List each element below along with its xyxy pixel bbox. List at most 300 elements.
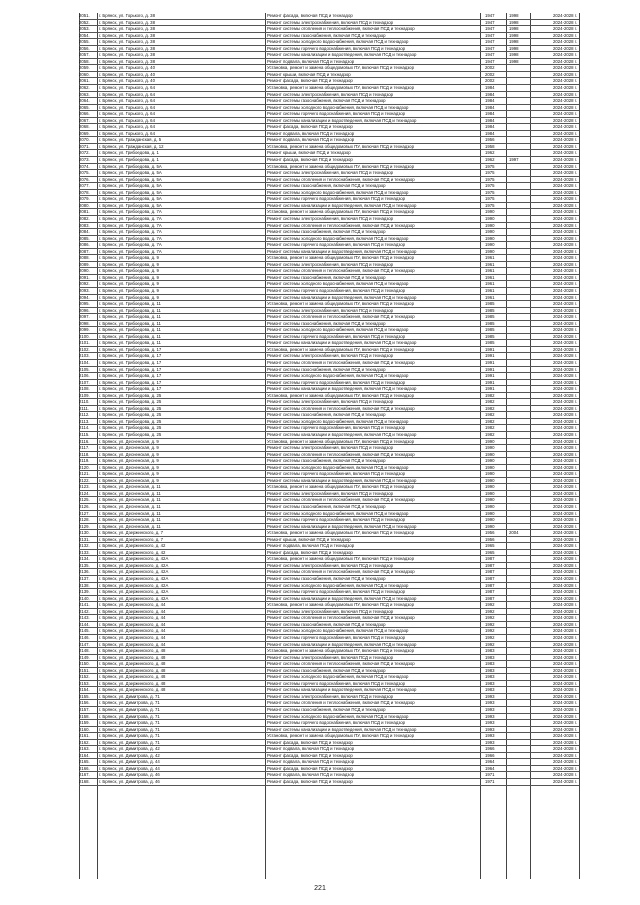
address: г. Брянск, ул. Грибоедова, д. 5А: [99, 196, 162, 202]
planned-period: 2024-2028 г.: [553, 45, 577, 51]
work-type: Ремонт системы электроснабжения, включая ПСД и технадзор: [267, 608, 394, 614]
planned-period: 2024-2028 г.: [553, 687, 577, 693]
row-number: 2092.: [79, 281, 90, 287]
planned-period: 2024-2028 г.: [553, 582, 577, 588]
address: г. Брянск, ул. Грибоедова, д. 25: [99, 418, 162, 424]
build-year: 1990: [485, 517, 495, 523]
address: г. Брянск, ул. Дзержинского, д. 48: [99, 687, 166, 693]
work-type: Ремонт подвала, включая ПСД и технадзор: [267, 137, 355, 143]
row-number: 2067.: [79, 117, 90, 123]
planned-period: 2024-2028 г.: [553, 189, 577, 195]
address: г. Брянск, ул. Горького, д. 64: [99, 130, 155, 136]
build-year: 1983: [485, 654, 495, 660]
build-year: 1990: [485, 445, 495, 451]
build-year: 1983: [485, 648, 495, 654]
row-number: 2116.: [79, 438, 90, 444]
address: г. Брянск, ул. Дзержинского, д. 44: [99, 621, 166, 627]
work-type: Ремонт системы электроснабжения, включая ПСД и технадзор: [267, 562, 394, 568]
work-type: Ремонт фасада, включая ПСД и технадзор: [267, 78, 353, 84]
work-type: Ремонт системы электроснабжения, включая ПСД и технадзор: [267, 490, 394, 496]
planned-period: 2024-2028 г.: [553, 634, 577, 640]
row-number: 2162.: [79, 739, 90, 745]
work-type: Ремонт системы горячего водоснабжения, включая ПСД и технадзор: [267, 242, 406, 248]
work-type: Ремонт системы канализации и водоотведения, включая ПСД и технадзор: [267, 340, 417, 346]
planned-period: 2024-2028 г.: [553, 510, 577, 516]
address: г. Брянск, ул. Дзержинского, д. 42: [99, 549, 166, 555]
planned-period: 2024-2028 г.: [553, 720, 577, 726]
table-border-right: [579, 13, 580, 879]
build-year: 1956: [485, 137, 495, 143]
row-number: 2168.: [79, 778, 90, 784]
planned-period: 2024-2028 г.: [553, 281, 577, 287]
address: г. Брянск, ул. Грибоедова, д. 17: [99, 373, 162, 379]
work-type: Ремонт системы горячего водоснабжения, включая ПСД и технадзор: [267, 471, 406, 477]
address: г. Брянск, ул. Десненская, д. 11: [99, 497, 161, 503]
build-year: 1966: [485, 752, 495, 758]
build-year: 1982: [485, 399, 495, 405]
row-number: 2113.: [79, 418, 90, 424]
address: г. Брянск, ул. Дзержинского, д. 48: [99, 680, 166, 686]
row-number: 2087.: [79, 248, 90, 254]
planned-period: 2024-2028 г.: [553, 595, 577, 601]
work-type: Ремонт системы горячего водоснабжения, включая ПСД и технадзор: [267, 425, 406, 431]
address: г. Брянск, ул. Горького, д. 38: [99, 58, 155, 64]
build-year: 1984: [485, 124, 495, 130]
build-year: 1947: [485, 39, 495, 45]
row-number: 2149.: [79, 654, 90, 660]
build-year: 1990: [485, 215, 495, 221]
row-number: 2126.: [79, 504, 90, 510]
address: г. Брянск, ул. Гражданская, д. 12: [99, 143, 164, 149]
planned-period: 2024-2028 г.: [553, 517, 577, 523]
build-year: 1983: [485, 687, 495, 693]
address: г. Брянск, ул. Димитрова, д. 71: [99, 700, 160, 706]
address: г. Брянск, ул. Грибоедова, д. 9: [99, 255, 159, 261]
build-year: 1992: [485, 641, 495, 647]
address: г. Брянск, ул. Грибоедова, д. 25: [99, 412, 162, 418]
work-type: Ремонт системы отопления и теплоснабжения, включая ПСД и технадзор: [267, 700, 415, 706]
row-number: 2051.: [79, 13, 90, 18]
last-repair-year: 1998: [509, 39, 519, 45]
address: г. Брянск, ул. Дзержинского, д. 44: [99, 628, 166, 634]
row-number: 2075.: [79, 170, 90, 176]
address: г. Брянск, ул. Грибоедова, д. 5А: [99, 163, 162, 169]
address: г. Брянск, ул. Горького, д. 40: [99, 65, 155, 71]
build-year: 1993: [485, 726, 495, 732]
build-year: 1947: [485, 52, 495, 58]
address: г. Брянск, ул. Горького, д. 38: [99, 52, 155, 58]
build-year: 1962: [485, 157, 495, 163]
planned-period: 2024-2028 г.: [553, 556, 577, 562]
build-year: 1991: [485, 386, 495, 392]
planned-period: 2024-2028 г.: [553, 353, 577, 359]
row-number: 2155.: [79, 693, 90, 699]
work-type: Ремонт системы газоснабжения, включая ПСД и технадзор: [267, 706, 386, 712]
build-year: 1947: [485, 19, 495, 25]
build-year: 1990: [485, 242, 495, 248]
row-number: 2148.: [79, 648, 90, 654]
row-number: 2152.: [79, 674, 90, 680]
row-number: 2165.: [79, 759, 90, 765]
build-year: 1983: [485, 661, 495, 667]
build-year: 1947: [485, 58, 495, 64]
work-type: Установка, ремонт и замена общедомовых ПУ, включая ПСД и технадзор: [267, 733, 414, 739]
build-year: 1975: [485, 176, 495, 182]
address: г. Брянск, ул. Дзержинского, д. 44: [99, 615, 166, 621]
planned-period: 2024-2028 г.: [553, 490, 577, 496]
planned-period: 2024-2028 г.: [553, 32, 577, 38]
planned-period: 2024-2028 г.: [553, 615, 577, 621]
address: г. Брянск, ул. Грибоедова, д. 11: [99, 340, 161, 346]
work-type: Ремонт системы газоснабжения, включая ПСД и технадзор: [267, 667, 386, 673]
row-number: 2079.: [79, 196, 90, 202]
row-number: 2095.: [79, 301, 90, 307]
row-number: 2066.: [79, 111, 90, 117]
work-type: Ремонт системы горячего водоснабжения, включая ПСД и технадзор: [267, 720, 406, 726]
work-type: Ремонт системы электроснабжения, включая ПСД и технадзор: [267, 654, 394, 660]
work-type: Ремонт системы газоснабжения, включая ПСД и технадзор: [267, 32, 386, 38]
work-type: Ремонт системы горячего водоснабжения, включая ПСД и технадзор: [267, 379, 406, 385]
planned-period: 2024-2028 г.: [553, 451, 577, 457]
row-number: 2140.: [79, 595, 90, 601]
address: г. Брянск, ул. Грибоедова, д. 7А: [99, 248, 162, 254]
build-year: 1975: [485, 202, 495, 208]
work-type: Ремонт системы электроснабжения, включая ПСД и технадзор: [267, 170, 394, 176]
address: г. Брянск, ул. Димитрова, д. 71: [99, 733, 160, 739]
row-number: 2134.: [79, 556, 90, 562]
planned-period: 2024-2028 г.: [553, 150, 577, 156]
planned-period: 2024-2028 г.: [553, 261, 577, 267]
planned-period: 2024-2028 г.: [553, 327, 577, 333]
row-number: 2146.: [79, 634, 90, 640]
build-year: 1985: [485, 327, 495, 333]
address: г. Брянск, ул. Грибоедова, д. 9: [99, 281, 159, 287]
work-type: Ремонт системы отопления и теплоснабжения, включая ПСД и технадзор: [267, 26, 415, 32]
planned-period: 2024-2028 г.: [553, 255, 577, 261]
address: г. Брянск, ул. Грибоедова, д. 7А: [99, 222, 162, 228]
row-number: 2070.: [79, 137, 90, 143]
address: г. Брянск, ул. Грибоедова, д. 25: [99, 392, 162, 398]
planned-period: 2024-2028 г.: [553, 143, 577, 149]
address: г. Брянск, ул. Десненская, д. 11: [99, 523, 161, 529]
build-year: 1956: [485, 530, 495, 536]
build-year: 1991: [485, 359, 495, 365]
last-repair-year: 1997: [509, 157, 519, 163]
build-year: 1987: [485, 589, 495, 595]
work-type: Ремонт системы горячего водоснабжения, включая ПСД и технадзор: [267, 634, 406, 640]
row-number: 2106.: [79, 373, 90, 379]
planned-period: 2024-2028 г.: [553, 229, 577, 235]
planned-period: 2024-2028 г.: [553, 445, 577, 451]
work-type: Установка, ремонт и замена общедомовых ПУ, включая ПСД и технадзор: [267, 143, 414, 149]
row-number: 2099.: [79, 327, 90, 333]
address: г. Брянск, ул. Дзержинского, д. 42А: [99, 569, 169, 575]
work-type: Ремонт крыши, включая ПСД и технадзор: [267, 150, 351, 156]
row-number: 2164.: [79, 752, 90, 758]
planned-period: 2024-2028 г.: [553, 471, 577, 477]
planned-period: 2024-2028 г.: [553, 700, 577, 706]
planned-period: 2024-2028 г.: [553, 183, 577, 189]
address: г. Брянск, ул. Грибоедова, д. 25: [99, 405, 162, 411]
work-type: Ремонт системы холодного водоснабжения, включая ПСД и технадзор: [267, 510, 409, 516]
planned-period: 2024-2028 г.: [553, 576, 577, 582]
row-number: 2108.: [79, 386, 90, 392]
address: г. Брянск, ул. Димитрова, д. 44: [99, 759, 160, 765]
work-type: Установка, ремонт и замена общедомовых ПУ, включая ПСД и технадзор: [267, 530, 414, 536]
work-type: Ремонт системы холодного водоснабжения, включая ПСД и технадзор: [267, 464, 409, 470]
work-type: Ремонт системы газоснабжения, включая ПСД и технадзор: [267, 621, 386, 627]
last-repair-year: 1998: [509, 19, 519, 25]
build-year: 1982: [485, 405, 495, 411]
row-number: 2143.: [79, 615, 90, 621]
work-type: Установка, ремонт и замена общедомовых ПУ, включая ПСД и технадзор: [267, 209, 414, 215]
row-number: 2117.: [79, 445, 90, 451]
planned-period: 2024-2028 г.: [553, 536, 577, 542]
work-type: Ремонт подвала, включая ПСД и технадзор: [267, 746, 355, 752]
address: г. Брянск, ул. Дзержинского, д. 42: [99, 543, 166, 549]
build-year: 1982: [485, 392, 495, 398]
planned-period: 2024-2028 г.: [553, 19, 577, 25]
row-number: 2161.: [79, 733, 90, 739]
row-number: 2153.: [79, 680, 90, 686]
address: г. Брянск, ул. Димитрова, д. 71: [99, 706, 160, 712]
build-year: 1990: [485, 471, 495, 477]
planned-period: 2024-2028 г.: [553, 196, 577, 202]
row-number: 2059.: [79, 65, 90, 71]
build-year: 1987: [485, 556, 495, 562]
build-year: 1971: [485, 772, 495, 778]
build-year: 1990: [485, 222, 495, 228]
planned-period: 2024-2028 г.: [553, 752, 577, 758]
work-type: Ремонт системы канализации и водоотведения, включая ПСД и технадзор: [267, 294, 417, 300]
work-type: Ремонт системы электроснабжения, включая ПСД и технадзор: [267, 19, 394, 25]
planned-period: 2024-2028 г.: [553, 504, 577, 510]
row-number: 2123.: [79, 484, 90, 490]
build-year: 1984: [485, 104, 495, 110]
last-repair-year: 1998: [509, 45, 519, 51]
build-year: 1985: [485, 333, 495, 339]
address: г. Брянск, ул. Горького, д. 38: [99, 26, 155, 32]
planned-period: 2024-2028 г.: [553, 379, 577, 385]
planned-period: 2024-2028 г.: [553, 366, 577, 372]
work-type: Ремонт системы электроснабжения, включая ПСД и технадзор: [267, 445, 394, 451]
build-year: 1966: [485, 746, 495, 752]
planned-period: 2024-2028 г.: [553, 477, 577, 483]
build-year: 1985: [485, 314, 495, 320]
address: г. Брянск, ул. Десненская, д. 9: [99, 451, 159, 457]
work-type: Ремонт системы электроснабжения, включая ПСД и технадзор: [267, 307, 394, 313]
planned-period: 2024-2028 г.: [553, 71, 577, 77]
planned-period: 2024-2028 г.: [553, 497, 577, 503]
build-year: 1990: [485, 497, 495, 503]
work-type: Ремонт системы газоснабжения, включая ПСД и технадзор: [267, 458, 386, 464]
build-year: 1982: [485, 418, 495, 424]
build-year: 1992: [485, 628, 495, 634]
planned-period: 2024-2028 г.: [553, 641, 577, 647]
planned-period: 2024-2028 г.: [553, 405, 577, 411]
row-number: 2063.: [79, 91, 90, 97]
build-year: 1990: [485, 438, 495, 444]
address: г. Брянск, ул. Дзержинского, д. 48: [99, 674, 166, 680]
address: г. Брянск, ул. Десненская, д. 9: [99, 458, 159, 464]
planned-period: 2024-2028 г.: [553, 320, 577, 326]
planned-period: 2024-2028 г.: [553, 418, 577, 424]
address: г. Брянск, ул. Десненская, д. 9: [99, 438, 159, 444]
address: г. Брянск, ул. Грибоедова, д. 11: [99, 307, 161, 313]
row-number: 2121.: [79, 471, 90, 477]
work-type: Ремонт подвала, включая ПСД и технадзор: [267, 772, 355, 778]
build-year: 1990: [485, 504, 495, 510]
work-type: Установка, ремонт и замена общедомовых ПУ, включая ПСД и технадзор: [267, 602, 414, 608]
planned-period: 2024-2028 г.: [553, 543, 577, 549]
address: г. Брянск, ул. Горького, д. 40: [99, 78, 155, 84]
row-number: 2130.: [79, 530, 90, 536]
work-type: Ремонт системы горячего водоснабжения, включая ПСД и технадзор: [267, 196, 406, 202]
build-year: 1961: [485, 274, 495, 280]
work-type: Ремонт системы холодного водоснабжения, включая ПСД и технадзор: [267, 418, 409, 424]
build-year: 1965: [485, 543, 495, 549]
build-year: 1993: [485, 700, 495, 706]
planned-period: 2024-2028 г.: [553, 661, 577, 667]
build-year: 1985: [485, 340, 495, 346]
build-year: 1991: [485, 353, 495, 359]
work-type: Ремонт системы газоснабжения, включая ПСД и технадзор: [267, 412, 386, 418]
work-type: Ремонт системы газоснабжения, включая ПСД и технадзор: [267, 98, 386, 104]
work-type: Ремонт системы газоснабжения, включая ПСД и технадзор: [267, 504, 386, 510]
last-repair-year: 1998: [509, 52, 519, 58]
planned-period: 2024-2028 г.: [553, 569, 577, 575]
row-number: 2052.: [79, 19, 90, 25]
planned-period: 2024-2028 г.: [553, 117, 577, 123]
planned-period: 2024-2028 г.: [553, 464, 577, 470]
planned-period: 2024-2028 г.: [553, 137, 577, 143]
address: г. Брянск, ул. Грибоедова, д. 25: [99, 425, 162, 431]
work-type: Ремонт системы горячего водоснабжения, включая ПСД и технадзор: [267, 333, 406, 339]
build-year: 1987: [485, 582, 495, 588]
build-year: 1975: [485, 183, 495, 189]
row-number: 2084.: [79, 229, 90, 235]
build-year: 1987: [485, 569, 495, 575]
planned-period: 2024-2028 г.: [553, 248, 577, 254]
work-type: Ремонт системы холодного водоснабжения, включая ПСД и технадзор: [267, 713, 409, 719]
address: г. Брянск, ул. Горького, д. 64: [99, 124, 155, 130]
planned-period: 2024-2028 г.: [553, 235, 577, 241]
address: г. Брянск, ул. Грибоедова, д. 25: [99, 399, 162, 405]
planned-period: 2024-2028 г.: [553, 274, 577, 280]
work-type: Ремонт системы электроснабжения, включая ПСД и технадзор: [267, 261, 394, 267]
row-number: 2083.: [79, 222, 90, 228]
build-year: 1964: [485, 759, 495, 765]
address: г. Брянск, ул. Десненская, д. 9: [99, 464, 159, 470]
build-year: 1961: [485, 255, 495, 261]
address: г. Брянск, ул. Горького, д. 64: [99, 111, 155, 117]
work-type: Ремонт системы горячего водоснабжения, включая ПСД и технадзор: [267, 111, 406, 117]
work-type: Ремонт системы канализации и водоотведения, включая ПСД и технадзор: [267, 595, 417, 601]
address: г. Брянск, ул. Гражданская, д. 5: [99, 137, 162, 143]
address: г. Брянск, ул. Димитрова, д. 71: [99, 713, 160, 719]
last-repair-year: 1998: [509, 58, 519, 64]
address: г. Брянск, ул. Грибоедова, д. 11: [99, 333, 161, 339]
address: г. Брянск, ул. Дзержинского, д. 44: [99, 602, 166, 608]
build-year: 1975: [485, 163, 495, 169]
build-year: 1984: [485, 91, 495, 97]
work-type: Ремонт системы канализации и водоотведения, включая ПСД и технадзор: [267, 202, 417, 208]
work-type: Ремонт системы холодного водоснабжения, включая ПСД и технадзор: [267, 235, 409, 241]
row-number: 2145.: [79, 628, 90, 634]
row-number: 2076.: [79, 176, 90, 182]
planned-period: 2024-2028 г.: [553, 458, 577, 464]
row-number: 2090.: [79, 268, 90, 274]
build-year: 1992: [485, 608, 495, 614]
planned-period: 2024-2028 г.: [553, 314, 577, 320]
row-number: 2139.: [79, 589, 90, 595]
last-repair-year: 1998: [509, 26, 519, 32]
row-number: 2150.: [79, 661, 90, 667]
address: г. Брянск, ул. Дзержинского, д. 48: [99, 661, 166, 667]
row-number: 2077.: [79, 183, 90, 189]
build-year: 1990: [485, 510, 495, 516]
planned-period: 2024-2028 г.: [553, 713, 577, 719]
row-number: 2151.: [79, 667, 90, 673]
row-number: 2060.: [79, 71, 90, 77]
planned-period: 2024-2028 г.: [553, 98, 577, 104]
planned-period: 2024-2028 г.: [553, 412, 577, 418]
build-year: 1990: [485, 464, 495, 470]
row-number: 2141.: [79, 602, 90, 608]
work-type: Ремонт системы отопления и теплоснабжения, включая ПСД и технадзор: [267, 615, 415, 621]
planned-period: 2024-2028 г.: [553, 104, 577, 110]
row-number: 2074.: [79, 163, 90, 169]
build-year: 1991: [485, 366, 495, 372]
build-year: 1984: [485, 98, 495, 104]
work-type: Ремонт системы холодного водоснабжения, включая ПСД и технадзор: [267, 674, 409, 680]
work-type: Ремонт системы газоснабжения, включая ПСД и технадзор: [267, 366, 386, 372]
address: г. Брянск, ул. Димитрова, д. 42: [99, 752, 160, 758]
build-year: 1991: [485, 373, 495, 379]
work-type: Установка, ремонт и замена общедомовых ПУ, включая ПСД и технадзор: [267, 85, 414, 91]
address: г. Брянск, ул. Десненская, д. 11: [99, 484, 161, 490]
build-year: 1990: [485, 229, 495, 235]
work-type: Установка, ремонт и замена общедомовых ПУ, включая ПСД и технадзор: [267, 65, 414, 71]
build-year: 1983: [485, 674, 495, 680]
address: г. Брянск, ул. Димитрова, д. 42: [99, 746, 160, 752]
planned-period: 2024-2028 г.: [553, 52, 577, 58]
address: г. Брянск, ул. Грибоедова, д. 17: [99, 346, 162, 352]
address: г. Брянск, ул. Горького, д. 64: [99, 117, 155, 123]
work-type: Ремонт системы отопления и теплоснабжения, включая ПСД и технадзор: [267, 451, 415, 457]
build-year: 1982: [485, 412, 495, 418]
planned-period: 2024-2028 г.: [553, 432, 577, 437]
build-year: 1983: [485, 680, 495, 686]
row-number: 2061.: [79, 78, 90, 84]
row-number: 2167.: [79, 772, 90, 778]
row-number: 2103.: [79, 353, 90, 359]
row-number: 2086.: [79, 242, 90, 248]
planned-period: 2024-2028 г.: [553, 78, 577, 84]
build-year: 1962: [485, 150, 495, 156]
work-type: Установка, ремонт и замена общедомовых ПУ, включая ПСД и технадзор: [267, 648, 414, 654]
row-number: 2054.: [79, 32, 90, 38]
row-number: 2093.: [79, 287, 90, 293]
build-year: 1993: [485, 720, 495, 726]
build-year: 1947: [485, 26, 495, 32]
address: г. Брянск, ул. Дзержинского, д. 7: [99, 530, 164, 536]
build-year: 1990: [485, 477, 495, 483]
address: г. Брянск, ул. Грибоедова, д. 5А: [99, 183, 162, 189]
address: г. Брянск, ул. Димитрова, д. 71: [99, 720, 160, 726]
address: г. Брянск, ул. Грибоедова, д. 17: [99, 353, 162, 359]
table-row: [79, 779, 579, 786]
